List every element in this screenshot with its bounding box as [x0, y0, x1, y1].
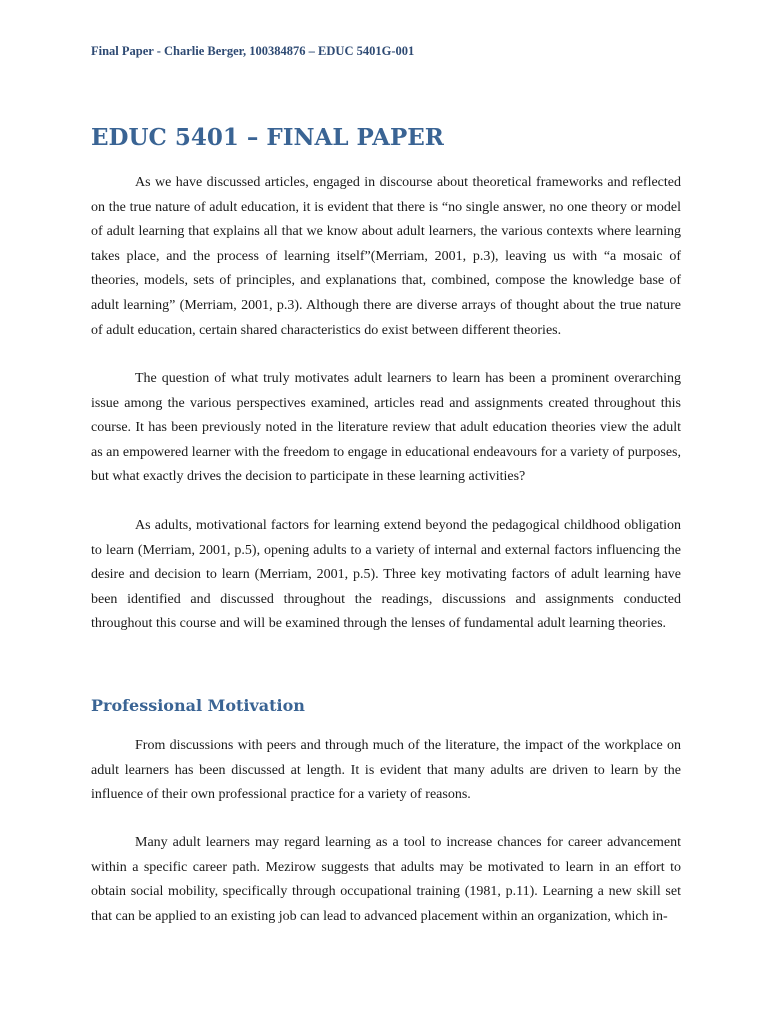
- running-header: Final Paper - Charlie Berger, 100384876 – EDUC 5401G-001: [91, 44, 415, 58]
- section-heading: Professional Motivation: [91, 696, 305, 715]
- intro-paragraph-1: As we have discussed articles, engaged in discourse about theoretical frameworks and reflected on the true nature of adult education, it is evident that there is “no single answer, no one theory or model of adult learning that explains all that we know about adult learners, the various contexts where learning takes place, and the process of learning itself”(Merriam, 2001, p.3), leaving us with “a mosaic of theories, models, sets of principles, and explanations that, combined, compose the knowledge base of adult learning” (Merriam, 2001, p.3). Although there are diverse arrays of thought about the true nature of adult education, certain shared characteristics do exist between different theories.: [91, 175, 681, 338]
- section-paragraph-1: From discussions with peers and through much of the literature, the impact of the workplace on adult learners has been discussed at length. It is evident that many adults are driven to learn by the influence of their own professional practice for a variety of reasons.: [91, 738, 681, 803]
- intro-paragraph-2: The question of what truly motivates adult learners to learn has been a prominent overarching issue among the various perspectives examined, articles read and assignments created throughout this course. It has been previously noted in the literature review that adult education theories view the adult as an empowered learner with the freedom to engage in educational endeavours for a variety of purposes, but what exactly drives the decision to participate in these learning activities?: [91, 371, 681, 485]
- page-title: EDUC 5401 – FINAL PAPER: [91, 124, 444, 151]
- section-paragraph-2: Many adult learners may regard learning as a tool to increase chances for career advancement within a specific career path. Mezirow suggests that adults may be motivated to learn in an effort to obtain social mobility, specifically through occupational training (1981, p.11). Learning a new skill set that can be applied to an existing job can lead to advanced placement within an organization, which in-: [91, 835, 681, 924]
- intro-paragraph-3: As adults, motivational factors for learning extend beyond the pedagogical childhood obligation to learn (Merriam, 2001, p.5), opening adults to a variety of internal and external factors influencing the desire and decision to learn (Merriam, 2001, p.5). Three key motivating factors of adult learning have been identified and discussed throughout the readings, discussions and assignments conducted throughout this course and will be examined through the lenses of fundamental adult learning theories.: [91, 518, 681, 632]
